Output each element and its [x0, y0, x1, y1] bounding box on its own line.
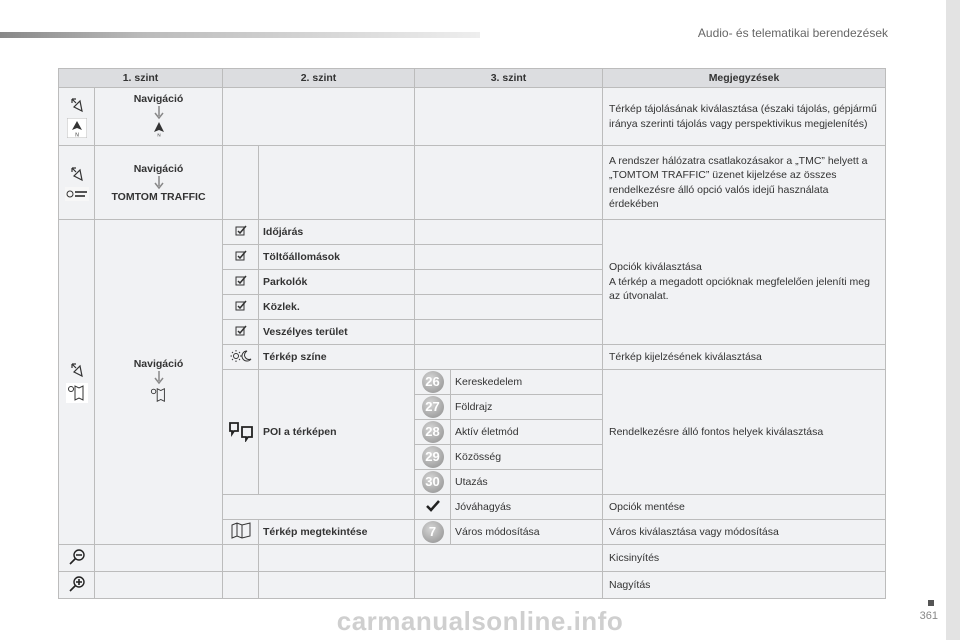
zoom-out-label: Kicsinyítés: [603, 545, 886, 572]
svg-text:N: N: [156, 132, 161, 137]
map-color-label[interactable]: Térkép színe: [259, 345, 415, 370]
option-fuel-stations[interactable]: Töltőállomások: [259, 245, 415, 270]
row2-navigation-label: Navigáció: [133, 162, 184, 175]
col-header-level2: 2. szint: [223, 69, 415, 88]
north-arrow-icon: [67, 118, 87, 138]
poi-icon: [228, 420, 254, 442]
nav-section-level1: [95, 220, 223, 545]
col-header-level3: 3. szint: [415, 69, 603, 88]
options-note: [603, 220, 886, 345]
number-badge-30: 30: [422, 471, 444, 493]
tomtom-traffic-icon: [65, 187, 89, 201]
row1-navigation-label: Navigáció: [133, 93, 184, 105]
zoom-in-icon: [67, 575, 87, 593]
map-settings-icon: [66, 383, 88, 403]
poi-travel[interactable]: Utazás: [451, 470, 603, 495]
zoom-in-label: Nagyítás: [603, 572, 886, 599]
city-change-label[interactable]: Város módosítása: [451, 520, 603, 545]
nav-section-icons: [59, 220, 95, 545]
number-badge-28: 28: [422, 421, 444, 443]
col-header-level1: 1. szint: [59, 69, 223, 88]
option-danger-zone[interactable]: Veszélyes terület: [259, 320, 415, 345]
row1-note: Térkép tájolásának kiválasztása (északi tájolás, gépjármű iránya szerinti tájolás vagy perspektivikus megjelenítés): [603, 88, 886, 146]
poi-geography[interactable]: Földrajz: [451, 395, 603, 420]
checkbox-icon: [235, 250, 247, 262]
poi-commerce[interactable]: Kereskedelem: [451, 370, 603, 395]
option-checkbox-icon[interactable]: [223, 220, 259, 245]
option-traffic[interactable]: Közlek.: [259, 295, 415, 320]
header-bar: [0, 32, 480, 38]
row1-icons: [59, 88, 95, 146]
map-view-label[interactable]: Térkép megtekintése: [259, 520, 415, 545]
row2-icons: [59, 146, 95, 220]
number-badge-29: 29: [422, 446, 444, 468]
checkmark-icon: [426, 500, 440, 512]
option-weather[interactable]: Időjárás: [259, 220, 415, 245]
checkbox-icon: [235, 325, 247, 337]
row2-level1: [95, 146, 223, 220]
options-note-title: Opciók kiválasztása: [609, 261, 702, 274]
confirm-note: Opciók mentése: [603, 495, 886, 520]
options-note-text: A térkép a megadott opcióknak megfelelően jeleníti meg az útvonalat.: [609, 275, 870, 303]
row2-tomtom-label: TOMTOM TRAFFIC: [111, 190, 206, 203]
menu-table: [58, 68, 886, 599]
arrow-down-icon: [154, 106, 164, 120]
poi-label[interactable]: POI a térképen: [259, 370, 415, 495]
number-badge-27: 27: [422, 396, 444, 418]
page-header-title: Audio- és telematikai berendezések: [697, 26, 888, 40]
confirm-label[interactable]: Jóváhagyás: [451, 495, 603, 520]
col-header-notes: Megjegyzések: [603, 69, 886, 88]
navigation-icon: [68, 361, 86, 379]
number-badge-7: 7: [422, 521, 444, 543]
navigation-icon: [68, 96, 86, 114]
row2-note: A rendszer hálózatra csatlakozásakor a „TMC” helyett a „TOMTOM TRAFFIC” üzenet kijelzése az összes rendelkezésre álló opció valós idejű használata érdekében: [603, 146, 886, 220]
option-parking[interactable]: Parkolók: [259, 270, 415, 295]
watermark: carmanualsonline.info: [336, 606, 624, 636]
day-night-icon: [230, 349, 252, 363]
map-color-note: Térkép kijelzésének kiválasztása: [603, 345, 886, 370]
svg-text:N: N: [74, 132, 79, 138]
arrow-down-icon: [154, 371, 164, 385]
poi-community[interactable]: Közösség: [451, 445, 603, 470]
poi-active-life[interactable]: Aktív életmód: [451, 420, 603, 445]
map-view-icon: [230, 522, 252, 540]
arrow-down-icon: [154, 176, 164, 190]
map-view-note: Város kiválasztása vagy módosítása: [603, 520, 886, 545]
page-number: 361: [919, 610, 938, 622]
navigation-icon: [68, 165, 86, 183]
poi-note: Rendelkezésre álló fontos helyek kiválasztása: [603, 370, 886, 495]
nav-section-label: Navigáció: [133, 357, 184, 370]
north-arrow-icon: [152, 121, 166, 137]
checkbox-icon: [235, 225, 247, 237]
number-badge-26: 26: [422, 371, 444, 393]
side-strip: [946, 0, 960, 640]
checkbox-icon: [235, 300, 247, 312]
map-settings-icon: [149, 386, 169, 404]
zoom-out-icon: [67, 548, 87, 566]
row1-level1: [95, 88, 223, 146]
checkbox-icon: [235, 275, 247, 287]
